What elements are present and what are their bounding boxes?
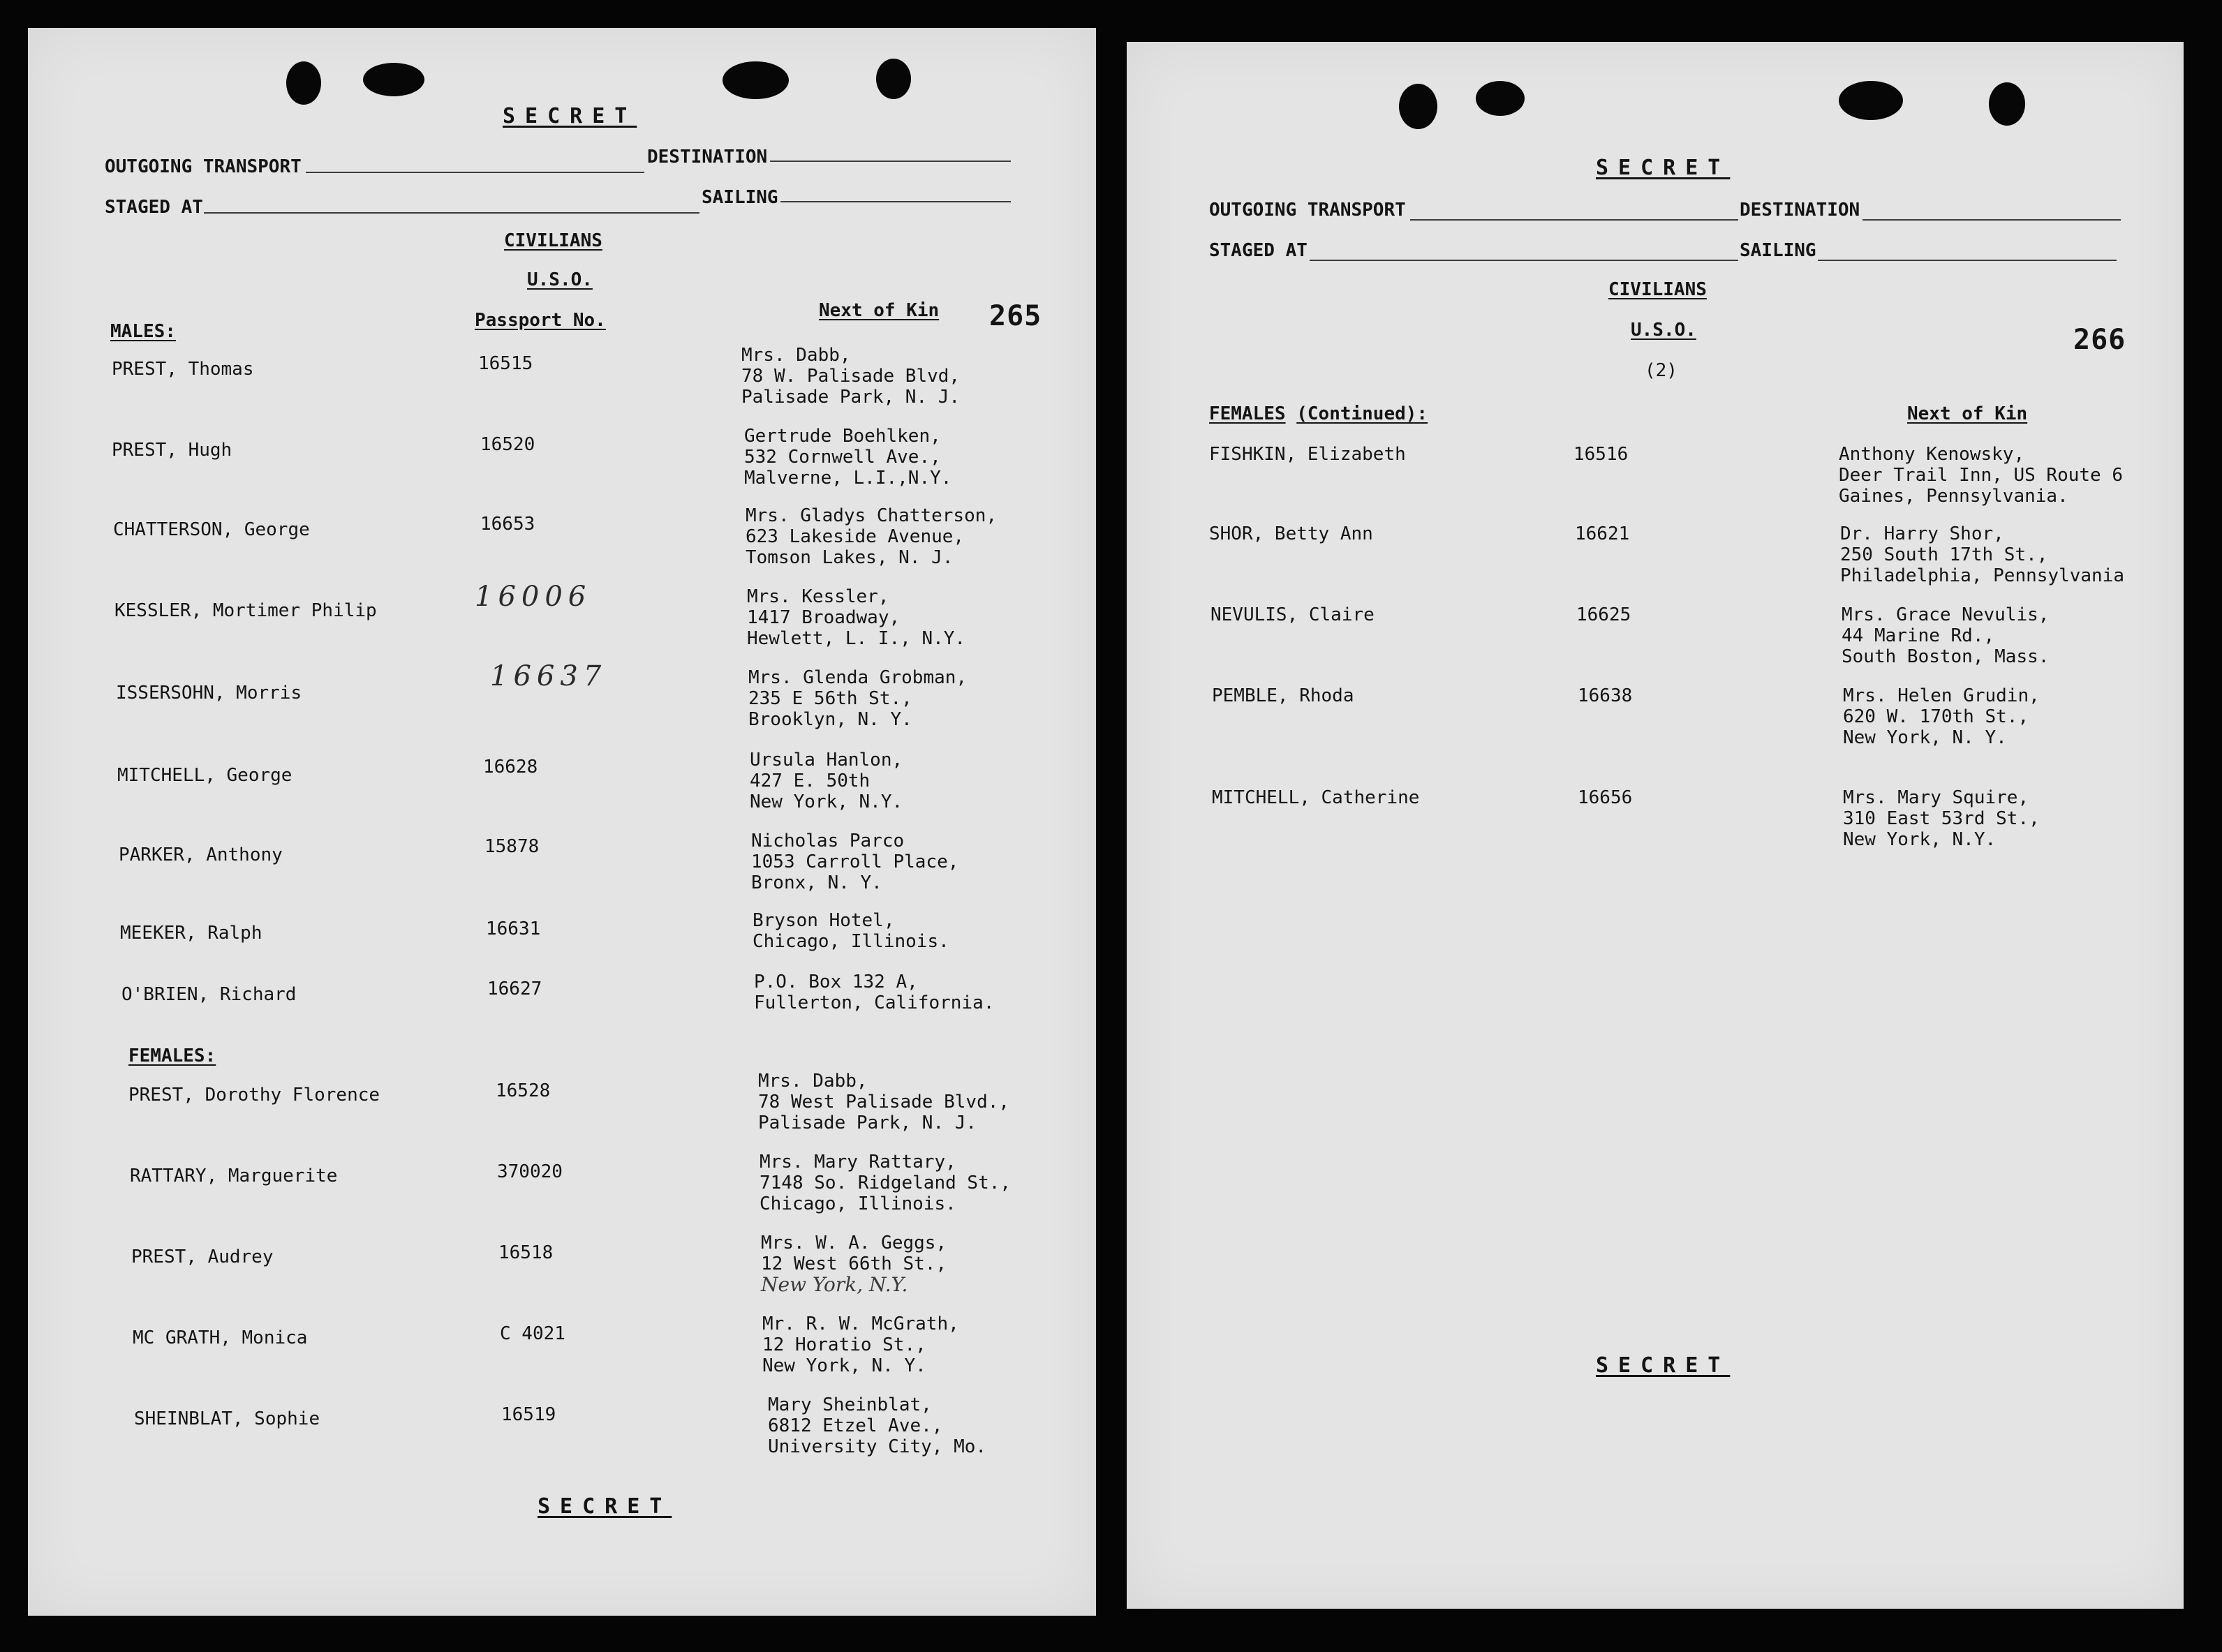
next-of-kin-address: Mrs. Mary Squire, 310 East 53rd St., New York, N.Y. <box>1843 787 2040 850</box>
page-number: 266 <box>2073 324 2126 356</box>
females-heading: FEMALES: <box>128 1045 216 1066</box>
next-of-kin-column-header: Next of Kin <box>1907 403 2028 424</box>
sheet-number: (2) <box>1645 360 1677 381</box>
person-name: PREST, Audrey <box>131 1247 274 1267</box>
uso-heading: U.S.O. <box>527 269 593 290</box>
punch-hole <box>363 63 424 96</box>
passport-number: 16516 <box>1573 444 1629 465</box>
passport-number: 16653 <box>480 514 535 535</box>
document-page-265 <box>28 28 1096 1616</box>
passport-number: 16621 <box>1575 523 1630 544</box>
next-of-kin-address: Mrs. Dabb, 78 W. Palisade Blvd, Palisade Park, N. J. <box>741 345 961 408</box>
secret-stamp-bottom: SECRET <box>538 1494 672 1519</box>
sailing-blank <box>1818 260 2117 261</box>
passport-column-header: Passport No. <box>475 310 606 331</box>
person-name: MC GRATH, Monica <box>133 1327 308 1348</box>
civilians-heading: CIVILIANS <box>1608 279 1707 300</box>
next-of-kin-address: Mrs. Glenda Grobman, 235 E 56th St., Brooklyn, N. Y. <box>748 667 968 730</box>
person-name: ISSERSOHN, Morris <box>116 683 302 704</box>
passport-number: 16518 <box>498 1242 554 1263</box>
outgoing-transport-label: OUTGOING TRANSPORT <box>105 156 302 177</box>
person-name: O'BRIEN, Richard <box>121 984 297 1005</box>
females-continued-heading <box>1209 403 1428 424</box>
person-name: PREST, Hugh <box>112 440 232 461</box>
passport-number: 16628 <box>483 757 538 777</box>
person-name: MITCHELL, Catherine <box>1212 787 1420 808</box>
next-of-kin-address: Mrs. Kessler, 1417 Broadway, Hewlett, L. I., N.Y. <box>747 586 966 649</box>
next-of-kin-address: Mrs. Dabb, 78 West Palisade Blvd., Palisade Park, N. J. <box>758 1071 1010 1133</box>
next-of-kin-address: Anthony Kenowsky, Deer Trail Inn, US Route 6 Gaines, Pennsylvania. <box>1839 444 2123 507</box>
destination-blank <box>1862 219 2121 221</box>
person-name: PEMBLE, Rhoda <box>1212 685 1354 706</box>
passport-number: 16519 <box>501 1404 556 1425</box>
outgoing-transport-label: OUTGOING TRANSPORT <box>1209 200 1406 221</box>
next-of-kin-address: Nicholas Parco 1053 Carroll Place, Bronx, N. Y. <box>751 831 959 893</box>
person-name: SHOR, Betty Ann <box>1209 523 1373 544</box>
sailing-blank <box>780 201 1011 202</box>
person-name: PREST, Dorothy Florence <box>128 1085 380 1106</box>
punch-hole <box>876 59 911 99</box>
person-name: MEEKER, Ralph <box>120 923 262 944</box>
outgoing-transport-blank <box>1410 219 1738 221</box>
next-of-kin-column-header: Next of Kin <box>819 300 940 321</box>
person-name: PREST, Thomas <box>112 359 254 380</box>
next-of-kin-address: Mrs. Helen Grudin, 620 W. 170th St., New York, N. Y. <box>1843 685 2040 748</box>
next-of-kin-address: P.O. Box 132 A, Fullerton, California. <box>754 972 995 1013</box>
next-of-kin-address: Mrs. Grace Nevulis, 44 Marine Rd., South Boston, Mass. <box>1842 604 2050 667</box>
staged-at-blank <box>1310 260 1738 261</box>
passport-number: 16515 <box>478 353 533 374</box>
punch-hole <box>1476 81 1525 116</box>
punch-hole <box>723 61 789 99</box>
staged-at-label: STAGED AT <box>1209 240 1308 261</box>
next-of-kin-address: Bryson Hotel, Chicago, Illinois. <box>753 910 949 952</box>
punch-hole <box>1839 81 1903 120</box>
next-of-kin-address: Ursula Hanlon, 427 E. 50th New York, N.Y. <box>750 750 903 812</box>
passport-number-handwritten: 16637 <box>490 660 607 692</box>
person-name: PARKER, Anthony <box>119 844 283 865</box>
next-of-kin-address: Mrs. Gladys Chatterson, 623 Lakeside Avenue, Tomson Lakes, N. J. <box>746 505 998 568</box>
destination-label: DESTINATION <box>647 147 768 168</box>
civilians-heading: CIVILIANS <box>504 230 602 251</box>
passport-number: C 4021 <box>500 1323 565 1344</box>
uso-heading: U.S.O. <box>1631 320 1696 341</box>
person-name: MITCHELL, George <box>117 765 292 786</box>
passport-number: 16656 <box>1578 787 1633 808</box>
person-name: CHATTERSON, George <box>113 519 310 540</box>
next-of-kin-address: Dr. Harry Shor, 250 South 17th St., Philadelphia, Pennsylvania <box>1840 523 2124 586</box>
next-of-kin-address: Mrs. Mary Rattary, 7148 So. Ridgeland St., Chicago, Illinois. <box>760 1152 1012 1214</box>
passport-number: 16625 <box>1576 604 1631 625</box>
outgoing-transport-blank <box>306 172 644 173</box>
sailing-label: SAILING <box>702 187 778 208</box>
passport-number: 16528 <box>496 1080 551 1101</box>
next-of-kin-address: Mrs. W. A. Geggs, 12 West 66th St., New York, N.Y. <box>761 1233 947 1296</box>
next-of-kin-address: Gertrude Boehlken, 532 Cornwell Ave., Malverne, L.I.,N.Y. <box>744 426 952 489</box>
females-label: FEMALES <box>1209 403 1286 424</box>
person-name: NEVULIS, Claire <box>1210 604 1375 625</box>
passport-number: 15878 <box>484 836 540 857</box>
destination-label: DESTINATION <box>1740 200 1860 221</box>
passport-number: 16638 <box>1578 685 1633 706</box>
next-of-kin-address: Mr. R. W. McGrath, 12 Horatio St., New York, N. Y. <box>762 1314 959 1376</box>
continued-label: (Continued): <box>1296 403 1428 424</box>
person-name: KESSLER, Mortimer Philip <box>114 600 377 621</box>
passport-number: 370020 <box>497 1161 563 1182</box>
secret-stamp-top: SECRET <box>503 104 637 128</box>
passport-number-handwritten: 16006 <box>475 581 592 613</box>
person-name: FISHKIN, Elizabeth <box>1209 444 1406 465</box>
person-name: RATTARY, Marguerite <box>130 1166 338 1186</box>
secret-stamp-top: SECRET <box>1596 156 1731 180</box>
next-of-kin-address: Mary Sheinblat, 6812 Etzel Ave., University City, Mo. <box>768 1394 987 1457</box>
males-heading: MALES: <box>110 321 176 342</box>
punch-hole <box>1399 84 1437 129</box>
staged-at-label: STAGED AT <box>105 197 203 218</box>
destination-blank <box>770 161 1011 162</box>
passport-number: 16520 <box>480 434 535 455</box>
passport-number: 16627 <box>487 978 542 999</box>
punch-hole <box>286 61 321 105</box>
staged-at-blank <box>204 212 699 214</box>
secret-stamp-bottom: SECRET <box>1596 1353 1731 1378</box>
passport-number: 16631 <box>486 918 541 939</box>
document-page-266 <box>1127 42 2184 1609</box>
page-number: 265 <box>989 300 1042 332</box>
handwritten-city: New York, N.Y. <box>761 1273 908 1296</box>
punch-hole <box>1989 82 2025 126</box>
sailing-label: SAILING <box>1740 240 1816 261</box>
person-name: SHEINBLAT, Sophie <box>134 1408 320 1429</box>
